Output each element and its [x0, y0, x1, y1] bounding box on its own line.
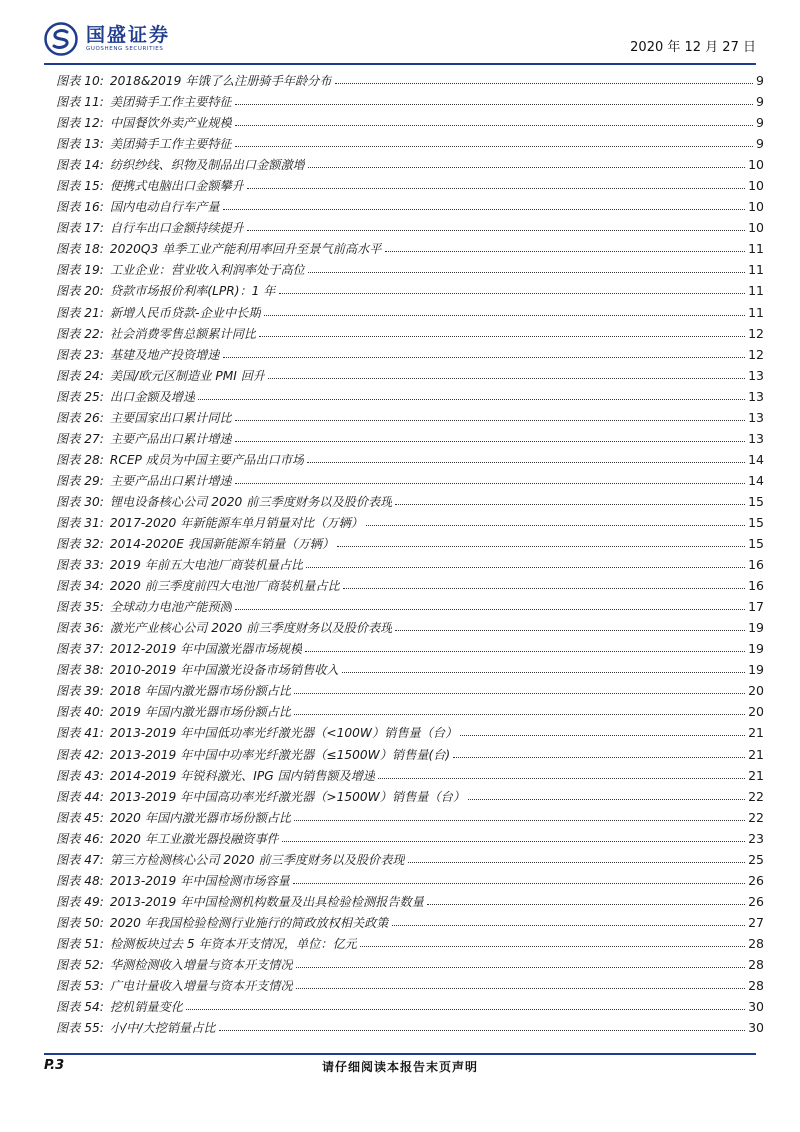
toc-entry-title: 2020 年我国检验检测行业施行的简政放权相关政策 — [109, 915, 389, 930]
toc-entry-page: 10 — [748, 178, 764, 194]
toc-dot-leader — [235, 483, 745, 484]
toc-entry-title: 2013-2019 年中国中功率光纤激光器（≤1500W）销售量(台) — [109, 747, 451, 762]
disclaimer-text: 请仔细阅读本报告末页声明 — [321, 1060, 478, 1074]
toc-entry-label: 图表 45: — [56, 810, 104, 825]
toc-dot-leader — [296, 967, 745, 968]
toc-entry-label: 图表 52: — [56, 957, 104, 972]
toc-entry-page: 15 — [748, 536, 764, 552]
toc-entry-page: 11 — [748, 262, 764, 278]
toc-entry-title: 2020 年工业激光器投融资事件 — [109, 831, 279, 846]
toc-dot-leader — [360, 946, 745, 947]
toc-entry-label: 图表 44: — [56, 789, 104, 804]
toc-dot-leader — [198, 399, 745, 400]
toc-entry-title: 激光产业核心公司 2020 前三季度财务以及股价表现 — [109, 621, 393, 636]
toc-entry-label: 图表 15: — [56, 179, 104, 194]
toc-entry[interactable] — [56, 154, 764, 175]
toc-entry-page: 12 — [748, 325, 764, 341]
toc-dot-leader — [264, 315, 746, 316]
toc-entry-title: 2020Q3 单季工业产能利用率回升至景气前高水平 — [109, 242, 382, 257]
toc-entry-page: 15 — [748, 514, 764, 530]
toc-entry-page: 12 — [748, 346, 764, 362]
toc-entry-title: 美国/欧元区制造业 PMI 回升 — [109, 368, 266, 383]
toc-entry-label: 图表 21: — [56, 305, 104, 320]
toc-entry[interactable] — [56, 807, 764, 828]
toc-entry[interactable] — [56, 575, 764, 596]
toc-entry-title: 主要产品出口累计增速 — [109, 473, 232, 488]
toc-entry[interactable] — [56, 765, 764, 786]
toc-dot-leader — [308, 167, 745, 168]
toc-entry-label: 图表 19: — [56, 263, 104, 278]
toc-entry-title: 全球动力电池产能预测 — [109, 600, 232, 615]
page-footer — [44, 1058, 756, 1082]
toc-entry[interactable] — [56, 491, 764, 512]
toc-entry-label: 图表 46: — [56, 831, 104, 846]
toc-entry-label: 图表 41: — [56, 726, 104, 741]
header-divider — [44, 63, 756, 65]
toc-entry[interactable] — [56, 849, 764, 870]
toc-entry-title: 2020 前三季度前四大电池厂商装机量占比 — [109, 579, 340, 594]
toc-entry-title: RCEP 成员为中国主要产品出口市场 — [109, 452, 305, 467]
toc-entry-label: 图表 38: — [56, 663, 104, 678]
toc-entry-label: 图表 36: — [56, 621, 104, 636]
toc-entry-title: 2019 年前五大电池厂商装机量占比 — [109, 558, 304, 573]
toc-dot-leader — [296, 988, 745, 989]
toc-entry-label: 图表 17: — [56, 221, 104, 236]
toc-entry-page: 16 — [748, 557, 764, 573]
toc-entry[interactable] — [56, 975, 764, 996]
toc-entry-page: 28 — [748, 935, 764, 951]
toc-entry-title: 中国餐饮外卖产业规模 — [109, 116, 232, 131]
toc-dot-leader — [186, 1009, 745, 1010]
toc-entry-label: 图表 29: — [56, 473, 104, 488]
toc-entry[interactable] — [56, 512, 764, 533]
toc-entry-title: 主要国家出口累计同比 — [109, 410, 232, 425]
toc-entry-title: 2020 年国内激光器市场份额占比 — [109, 810, 292, 825]
toc-entry-title: 广电计量收入增量与资本开支情况 — [109, 979, 293, 994]
toc-dot-leader — [235, 441, 745, 442]
toc-entry-page: 21 — [748, 746, 764, 762]
toc-entry[interactable] — [56, 449, 764, 470]
toc-entry-title: 小/中/大挖销量占比 — [109, 1021, 216, 1036]
toc-entry-page: 28 — [748, 978, 764, 994]
toc-entry-page: 19 — [748, 662, 764, 678]
toc-entry[interactable] — [56, 175, 764, 196]
toc-entry[interactable] — [56, 828, 764, 849]
company-logo — [44, 22, 170, 56]
toc-entry-page: 11 — [748, 283, 764, 299]
toc-entry-label: 图表 54: — [56, 1000, 104, 1015]
toc-entry-page: 20 — [748, 683, 764, 699]
toc-dot-leader — [395, 630, 745, 631]
toc-entry-label: 图表 31: — [56, 515, 104, 530]
toc-entry-page: 26 — [748, 893, 764, 909]
toc-entry-page: 13 — [748, 430, 764, 446]
toc-dot-leader — [307, 462, 745, 463]
toc-entry[interactable] — [56, 638, 764, 659]
toc-entry[interactable] — [56, 112, 764, 133]
toc-dot-leader — [294, 693, 745, 694]
toc-entry-title: 锂电设备核心公司 2020 前三季度财务以及股价表现 — [109, 494, 393, 509]
toc-dot-leader — [235, 125, 753, 126]
toc-entry-label: 图表 49: — [56, 894, 104, 909]
toc-entry-page: 14 — [748, 451, 764, 467]
toc-entry-label: 图表 23: — [56, 347, 104, 362]
toc-entry-page: 25 — [748, 851, 764, 867]
toc-entry-label: 图表 13: — [56, 137, 104, 152]
toc-entry-page: 30 — [748, 999, 764, 1015]
toc-dot-leader — [219, 1030, 746, 1031]
toc-entry[interactable] — [56, 196, 764, 217]
toc-entry-page: 16 — [748, 578, 764, 594]
toc-dot-leader — [385, 251, 746, 252]
toc-dot-leader — [337, 546, 745, 547]
toc-dot-leader — [294, 714, 745, 715]
toc-dot-leader — [306, 567, 745, 568]
toc-entry-label: 图表 25: — [56, 389, 104, 404]
toc-entry[interactable] — [56, 344, 764, 365]
toc-entry-title: 主要产品出口累计增速 — [109, 431, 232, 446]
toc-entry-page: 10 — [748, 220, 764, 236]
guosheng-logo-icon — [44, 22, 78, 56]
toc-entry-label: 图表 18: — [56, 242, 104, 257]
toc-dot-leader — [305, 651, 745, 652]
toc-entry-label: 图表 43: — [56, 768, 104, 783]
toc-dot-leader — [294, 820, 745, 821]
toc-dot-leader — [453, 757, 745, 758]
toc-entry[interactable] — [56, 1017, 764, 1038]
toc-entry[interactable] — [56, 891, 764, 912]
footer-divider — [44, 1053, 756, 1055]
toc-entry[interactable] — [56, 365, 764, 386]
toc-entry-title: 华测检测收入增量与资本开支情况 — [109, 957, 293, 972]
toc-entry[interactable] — [56, 701, 764, 722]
toc-entry[interactable] — [56, 280, 764, 301]
toc-entry[interactable] — [56, 91, 764, 112]
toc-entry-page: 22 — [748, 788, 764, 804]
toc-dot-leader — [268, 378, 745, 379]
toc-entry-title: 社会消费零售总额累计同比 — [109, 326, 257, 341]
toc-entry-title: 出口金额及增速 — [109, 389, 196, 404]
toc-entry[interactable] — [56, 428, 764, 449]
toc-entry[interactable] — [56, 744, 764, 765]
toc-entry-label: 图表 51: — [56, 936, 104, 951]
toc-entry-title: 2017-2020 年新能源车单月销量对比（万辆） — [109, 515, 363, 530]
toc-entry-title: 基建及地产投资增速 — [109, 347, 220, 362]
toc-entry-title: 自行车出口金额持续提升 — [109, 221, 244, 236]
toc-entry[interactable] — [56, 912, 764, 933]
toc-entry[interactable] — [56, 70, 764, 91]
toc-entry-title: 挖机销量变化 — [109, 1000, 183, 1015]
toc-entry[interactable] — [56, 659, 764, 680]
toc-dot-leader — [366, 525, 745, 526]
toc-entry-page: 14 — [748, 472, 764, 488]
toc-entry[interactable] — [56, 407, 764, 428]
toc-entry[interactable] — [56, 554, 764, 575]
report-date: 2020 年 12 月 27 日 — [630, 40, 756, 55]
toc-entry[interactable] — [56, 722, 764, 743]
toc-entry-title: 2014-2020E 我国新能源车销量（万辆） — [109, 537, 335, 552]
toc-dot-leader — [395, 504, 745, 505]
toc-dot-leader — [335, 83, 754, 84]
toc-entry[interactable] — [56, 238, 764, 259]
page-number: P.3 — [44, 1058, 65, 1073]
toc-entry-page: 10 — [748, 199, 764, 215]
logo-chinese-name: 国盛证券 — [86, 24, 171, 46]
toc-entry-label: 图表 37: — [56, 642, 104, 657]
toc-entry-page: 20 — [748, 704, 764, 720]
toc-dot-leader — [460, 735, 745, 736]
toc-entry[interactable] — [56, 680, 764, 701]
toc-entry-page: 13 — [748, 388, 764, 404]
toc-entry-page: 19 — [748, 641, 764, 657]
toc-entry-label: 图表 26: — [56, 410, 104, 425]
toc-entry-title: 美团骑手工作主要特征 — [109, 95, 232, 110]
toc-entry-label: 图表 16: — [56, 200, 104, 215]
toc-entry-title: 2018 年国内激光器市场份额占比 — [109, 684, 292, 699]
toc-entry-title: 2018&2019 年饿了么注册骑手年龄分布 — [109, 74, 332, 88]
figure-table-of-contents — [56, 70, 764, 1038]
toc-entry-label: 图表 32: — [56, 537, 104, 552]
toc-dot-leader — [378, 778, 745, 779]
toc-dot-leader — [308, 272, 745, 273]
toc-entry[interactable] — [56, 933, 764, 954]
toc-dot-leader — [279, 293, 746, 294]
toc-entry-page: 11 — [748, 304, 764, 320]
toc-entry-label: 图表 35: — [56, 600, 104, 615]
toc-dot-leader — [247, 230, 745, 231]
toc-entry[interactable] — [56, 996, 764, 1017]
toc-entry-page: 30 — [748, 1020, 764, 1036]
toc-entry-label: 图表 28: — [56, 452, 104, 467]
toc-entry-label: 图表 47: — [56, 852, 104, 867]
toc-entry-title: 2013-2019 年中国高功率光纤激光器（>1500W）销售量（台） — [109, 789, 466, 804]
logo-english-name: GUOSHENG SECURITIES — [86, 46, 164, 52]
toc-dot-leader — [343, 588, 745, 589]
toc-entry-page: 27 — [748, 914, 764, 930]
toc-entry[interactable] — [56, 386, 764, 407]
toc-entry-page: 15 — [748, 493, 764, 509]
toc-entry-title: 2012-2019 年中国激光器市场规模 — [109, 642, 303, 657]
toc-entry-page: 9 — [756, 73, 764, 88]
toc-entry-title: 2014-2019 年锐科激光、IPG 国内销售额及增速 — [109, 768, 376, 783]
toc-entry-title: 检测板块过去 5 年资本开支情况，单位：亿元 — [109, 936, 357, 951]
toc-dot-leader — [392, 925, 746, 926]
toc-dot-leader — [293, 883, 745, 884]
toc-entry-page: 22 — [748, 809, 764, 825]
toc-entry-title: 2013-2019 年中国检测市场容量 — [109, 873, 290, 888]
toc-entry[interactable] — [56, 870, 764, 891]
toc-dot-leader — [235, 609, 745, 610]
toc-entry[interactable] — [56, 786, 764, 807]
toc-dot-leader — [259, 336, 745, 337]
toc-dot-leader — [427, 904, 745, 905]
toc-entry-title: 国内电动自行车产量 — [109, 200, 220, 215]
toc-entry-page: 26 — [748, 872, 764, 888]
toc-dot-leader — [247, 188, 745, 189]
toc-entry-page: 21 — [748, 767, 764, 783]
toc-entry-page: 21 — [748, 725, 764, 741]
toc-entry-page: 10 — [748, 157, 764, 173]
toc-entry-page: 17 — [748, 599, 764, 615]
toc-entry[interactable] — [56, 259, 764, 280]
toc-entry-title: 2010-2019 年中国激光设备市场销售收入 — [109, 663, 339, 678]
toc-dot-leader — [223, 209, 746, 210]
toc-entry[interactable] — [56, 323, 764, 344]
toc-entry[interactable] — [56, 302, 764, 323]
toc-entry-title: 新增人民币贷款-企业中长期 — [109, 305, 261, 320]
toc-entry-label: 图表 42: — [56, 747, 104, 762]
toc-entry-page: 13 — [748, 409, 764, 425]
toc-entry-label: 图表 34: — [56, 579, 104, 594]
toc-dot-leader — [342, 672, 745, 673]
toc-entry-page: 11 — [748, 241, 764, 257]
toc-entry-label: 图表 30: — [56, 494, 104, 509]
toc-entry[interactable] — [56, 217, 764, 238]
toc-entry-label: 图表 22: — [56, 326, 104, 341]
toc-entry-label: 图表 40: — [56, 705, 104, 720]
toc-entry-title: 第三方检测核心公司 2020 前三季度财务以及股价表现 — [109, 852, 405, 867]
toc-entry-label: 图表 48: — [56, 873, 104, 888]
toc-entry-label: 图表 27: — [56, 431, 104, 446]
toc-entry-title: 工业企业：营业收入利润率处于高位 — [109, 263, 305, 278]
toc-entry-page: 13 — [748, 367, 764, 383]
toc-entry[interactable] — [56, 954, 764, 975]
toc-entry[interactable] — [56, 133, 764, 154]
toc-entry[interactable] — [56, 470, 764, 491]
toc-entry-label: 图表 12: — [56, 116, 104, 131]
toc-entry-label: 图表 33: — [56, 558, 104, 573]
toc-entry-title: 2013-2019 年中国检测机构数量及出具检验检测报告数量 — [109, 894, 424, 909]
toc-entry-label: 图表 53: — [56, 979, 104, 994]
toc-entry-label: 图表 20: — [56, 284, 104, 299]
toc-entry-label: 图表 10: — [56, 74, 104, 88]
toc-entry-title: 便携式电脑出口金额攀升 — [109, 179, 244, 194]
toc-entry-label: 图表 24: — [56, 368, 104, 383]
toc-dot-leader — [223, 357, 746, 358]
toc-entry-page: 19 — [748, 620, 764, 636]
toc-entry-page: 9 — [756, 94, 764, 110]
toc-entry-page: 9 — [756, 115, 764, 131]
toc-entry[interactable] — [56, 617, 764, 638]
toc-entry-title: 2019 年国内激光器市场份额占比 — [109, 705, 292, 720]
toc-entry-title: 纺织纱线、织物及制品出口金额激增 — [109, 158, 305, 173]
toc-entry-title: 贷款市场报价利率(LPR)：1 年 — [109, 284, 276, 299]
toc-entry-page: 9 — [756, 136, 764, 152]
toc-entry-label: 图表 14: — [56, 158, 104, 173]
toc-entry-title: 2013-2019 年中国低功率光纤激光器（<100W）销售量（台） — [109, 726, 458, 741]
page-header — [44, 22, 756, 62]
toc-entry-label: 图表 55: — [56, 1021, 104, 1036]
toc-dot-leader — [408, 862, 746, 863]
toc-dot-leader — [235, 104, 753, 105]
toc-dot-leader — [468, 799, 745, 800]
toc-dot-leader — [235, 420, 745, 421]
toc-entry-label: 图表 50: — [56, 915, 104, 930]
toc-entry-page: 23 — [748, 830, 764, 846]
toc-entry[interactable] — [56, 533, 764, 554]
toc-entry-label: 图表 39: — [56, 684, 104, 699]
toc-dot-leader — [282, 841, 745, 842]
toc-entry-page: 28 — [748, 956, 764, 972]
toc-dot-leader — [235, 146, 753, 147]
toc-entry-title: 美团骑手工作主要特征 — [109, 137, 232, 152]
toc-entry-label: 图表 11: — [56, 95, 104, 110]
toc-entry[interactable] — [56, 596, 764, 617]
